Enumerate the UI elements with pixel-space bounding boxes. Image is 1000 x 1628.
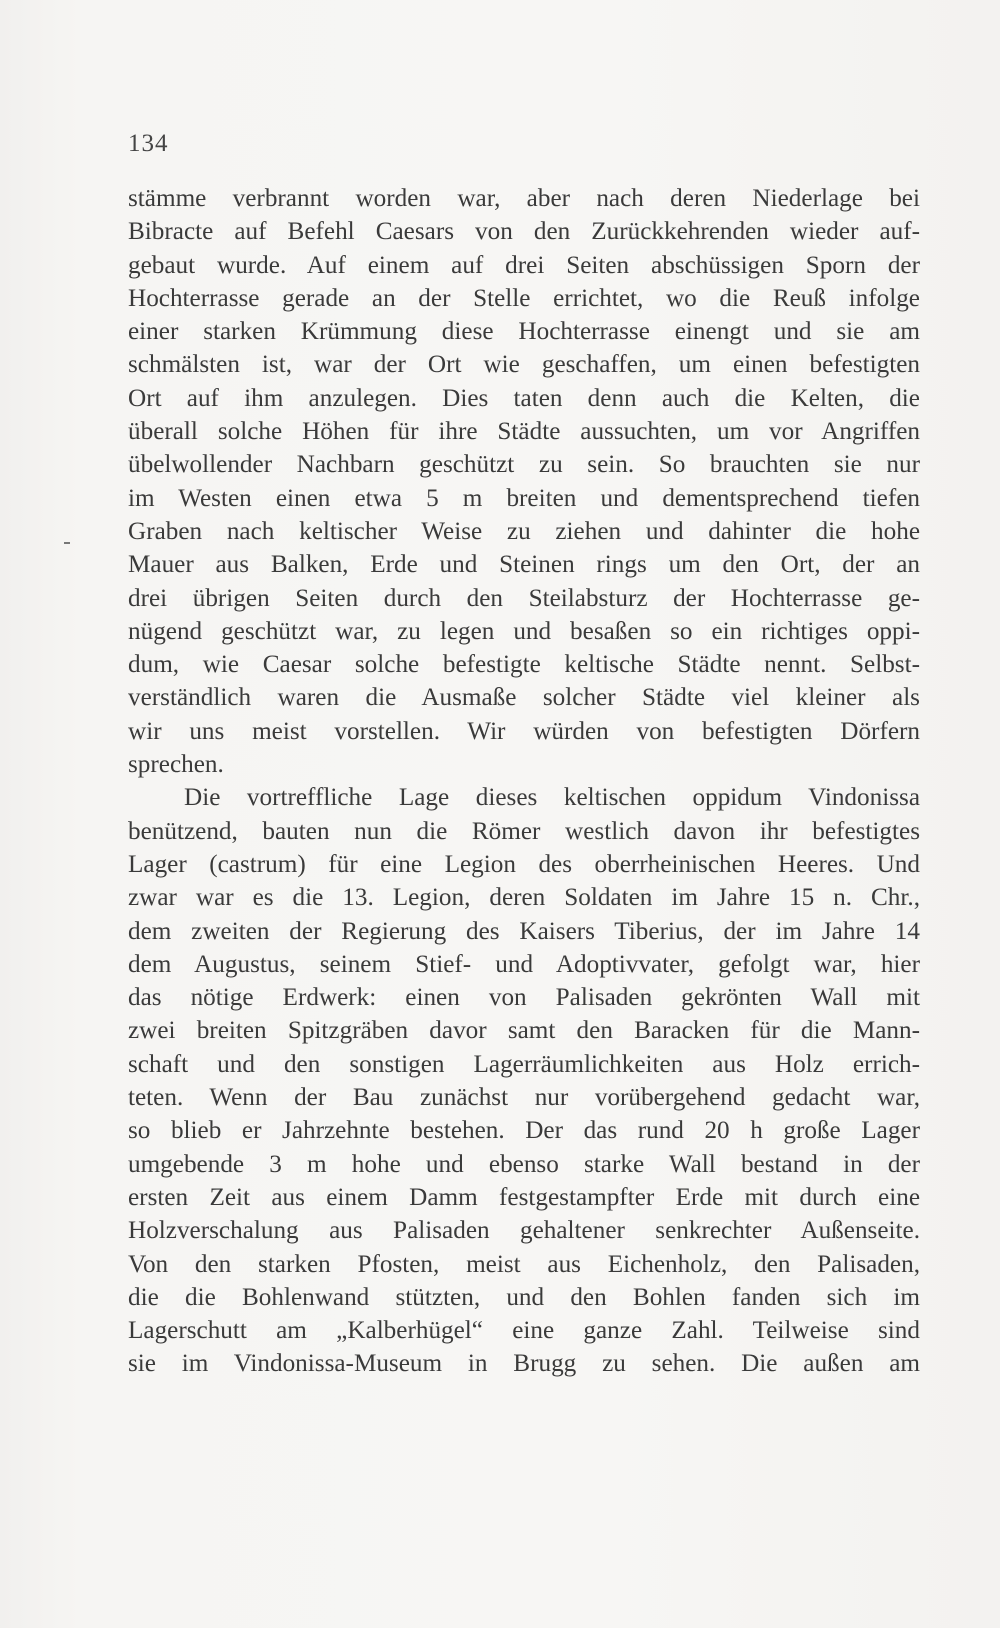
text-line: Die vortreffliche Lage dieses keltischen oppidum Vindonissa bbox=[184, 784, 920, 812]
text-line: Bibracte auf Befehl Caesars von den Zurückkehrenden wieder auf- bbox=[128, 218, 920, 246]
text-line: dem Augustus, seinem Stief- und Adoptivvater, gefolgt war, hier bbox=[128, 950, 920, 978]
text-line: gebaut wurde. Auf einem auf drei Seiten abschüssigen Sporn der bbox=[128, 251, 920, 279]
text-line: zwar war es die 13. Legion, deren Soldaten im Jahre 15 n. Chr., bbox=[128, 884, 920, 912]
text-line: schaft und den sonstigen Lagerräumlichkeiten aus Holz errich- bbox=[128, 1050, 920, 1078]
margin-mark bbox=[64, 542, 70, 544]
text-line: das nötige Erdwerk: einen von Palisaden gekrönten Wall mit bbox=[128, 984, 920, 1012]
text-line: einer starken Krümmung diese Hochterrasse einengt und sie am bbox=[128, 318, 920, 346]
text-line: Von den starken Pfosten, meist aus Eichenholz, den Palisaden, bbox=[128, 1250, 920, 1278]
text-line: zwei breiten Spitzgräben davor samt den Baracken für die Mann- bbox=[128, 1017, 920, 1045]
text-line: ersten Zeit aus einem Damm festgestampfter Erde mit durch eine bbox=[128, 1183, 920, 1211]
text-line: sprechen. bbox=[128, 751, 224, 779]
text-line: die die Bohlenwand stützten, und den Bohlen fanden sich im bbox=[128, 1283, 920, 1311]
text-line: übelwollender Nachbarn geschützt zu sein. So brauchten sie nur bbox=[128, 451, 920, 479]
text-line: drei übrigen Seiten durch den Steilabsturz der Hochterrasse ge- bbox=[128, 584, 920, 612]
text-line: stämme verbrannt worden war, aber nach deren Niederlage bei bbox=[128, 185, 920, 212]
text-line: so blieb er Jahrzehnte bestehen. Der das rund 20 h große Lager bbox=[128, 1117, 920, 1145]
text-line: umgebende 3 m hohe und ebenso starke Wall bestand in der bbox=[128, 1150, 920, 1178]
page-number: 134 bbox=[128, 130, 169, 157]
text-line: benützend, bauten nun die Römer westlich davon ihr befestigtes bbox=[128, 817, 920, 845]
body-text bbox=[128, 182, 920, 1381]
text-line: Lagerschutt am „Kalberhügel“ eine ganze Zahl. Teilweise sind bbox=[128, 1317, 920, 1345]
text-line: Holzverschalung aus Palisaden gehaltener senkrechter Außenseite. bbox=[128, 1217, 920, 1245]
text-line: verständlich waren die Ausmaße solcher Städte viel kleiner als bbox=[128, 684, 920, 712]
text-line: wir uns meist vorstellen. Wir würden von befestigten Dörfern bbox=[128, 717, 920, 745]
text-line: überall solche Höhen für ihre Städte aussuchten, um vor Angriffen bbox=[128, 418, 920, 446]
text-line: Lager (castrum) für eine Legion des oberrheinischen Heeres. Und bbox=[128, 850, 920, 878]
text-line: Mauer aus Balken, Erde und Steinen rings um den Ort, der an bbox=[128, 551, 920, 579]
text-line: Graben nach keltischer Weise zu ziehen und dahinter die hohe bbox=[128, 517, 920, 545]
text-line: schmälsten ist, war der Ort wie geschaffen, um einen befestigten bbox=[128, 351, 920, 379]
text-line: im Westen einen etwa 5 m breiten und dementsprechend tiefen bbox=[128, 484, 920, 512]
text-line: nügend geschützt war, zu legen und besaßen so ein richtiges oppi- bbox=[128, 617, 920, 645]
text-line: sie im Vindonissa-Museum in Brugg zu sehen. Die außen am bbox=[128, 1350, 920, 1378]
text-line: teten. Wenn der Bau zunächst nur vorübergehend gedacht war, bbox=[128, 1084, 920, 1112]
text-line: Hochterrasse gerade an der Stelle errichtet, wo die Reuß infolge bbox=[128, 284, 920, 312]
text-line: Ort auf ihm anzulegen. Dies taten denn auch die Kelten, die bbox=[128, 384, 920, 412]
text-line: dum, wie Caesar solche befestigte keltische Städte nennt. Selbst- bbox=[128, 651, 920, 679]
text-line: dem zweiten der Regierung des Kaisers Tiberius, der im Jahre 14 bbox=[128, 917, 920, 945]
